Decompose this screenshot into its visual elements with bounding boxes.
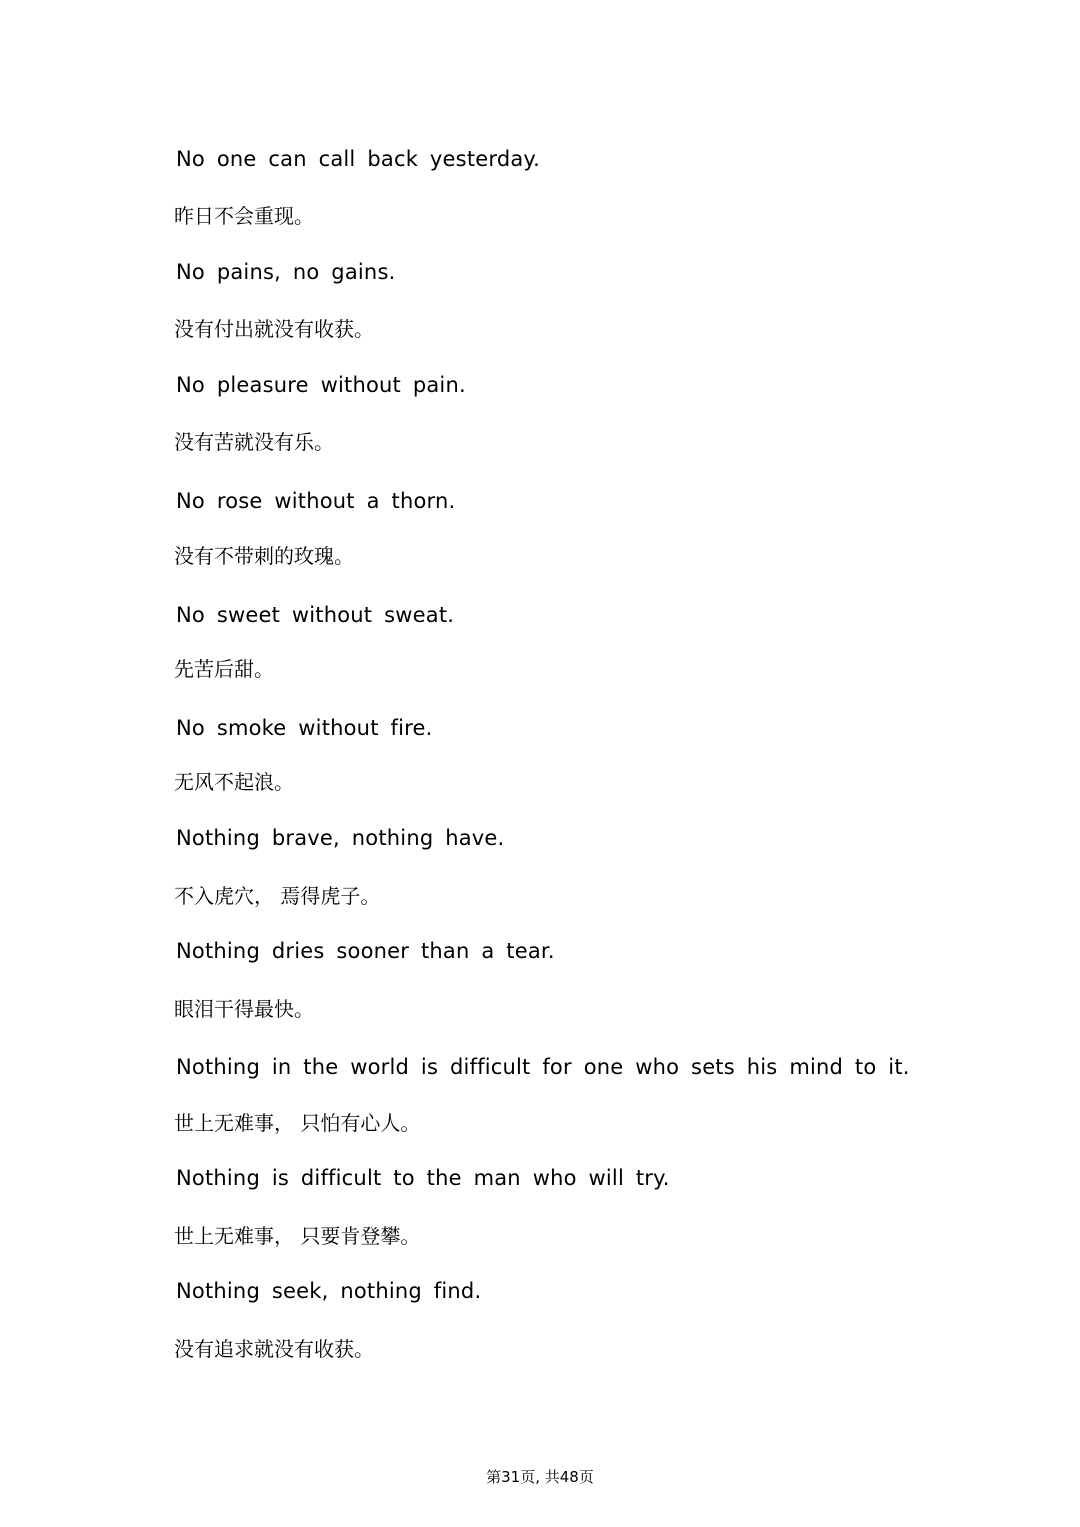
proverb-chinese: 世上无难事， 只要肯登攀。 bbox=[174, 1224, 421, 1248]
proverb-chinese: 不入虎穴， 焉得虎子。 bbox=[174, 884, 381, 908]
proverb-english: No smoke without fire. bbox=[176, 716, 433, 740]
proverb-chinese: 没有苦就没有乐。 bbox=[174, 430, 334, 454]
proverb-english: Nothing is difficult to the man who will try. bbox=[176, 1166, 670, 1190]
proverb-english: No one can call back yesterday. bbox=[176, 147, 540, 171]
proverb-english: No sweet without sweat. bbox=[176, 603, 455, 627]
proverb-chinese: 没有追求就没有收获。 bbox=[174, 1337, 374, 1361]
proverb-chinese: 没有付出就没有收获。 bbox=[174, 317, 374, 341]
proverb-chinese: 无风不起浪。 bbox=[174, 770, 294, 794]
page-number: 第31页, 共48页 bbox=[486, 1468, 594, 1486]
proverb-english: Nothing seek, nothing find. bbox=[176, 1279, 482, 1303]
proverb-chinese: 眼泪干得最快。 bbox=[174, 997, 314, 1021]
proverb-english: Nothing in the world is difficult for one who sets his mind to it. bbox=[176, 1055, 910, 1079]
proverb-chinese: 没有不带刺的玫瑰。 bbox=[174, 544, 354, 568]
proverb-english: No rose without a thorn. bbox=[176, 489, 456, 513]
proverb-english: Nothing brave, nothing have. bbox=[176, 826, 505, 850]
proverb-english: No pains, no gains. bbox=[176, 260, 396, 284]
proverb-chinese: 世上无难事， 只怕有心人。 bbox=[174, 1111, 421, 1135]
proverb-english: No pleasure without pain. bbox=[176, 373, 466, 397]
proverb-english: Nothing dries sooner than a tear. bbox=[176, 939, 555, 963]
proverb-chinese: 昨日不会重现。 bbox=[174, 204, 314, 228]
proverb-chinese: 先苦后甜。 bbox=[174, 657, 274, 681]
